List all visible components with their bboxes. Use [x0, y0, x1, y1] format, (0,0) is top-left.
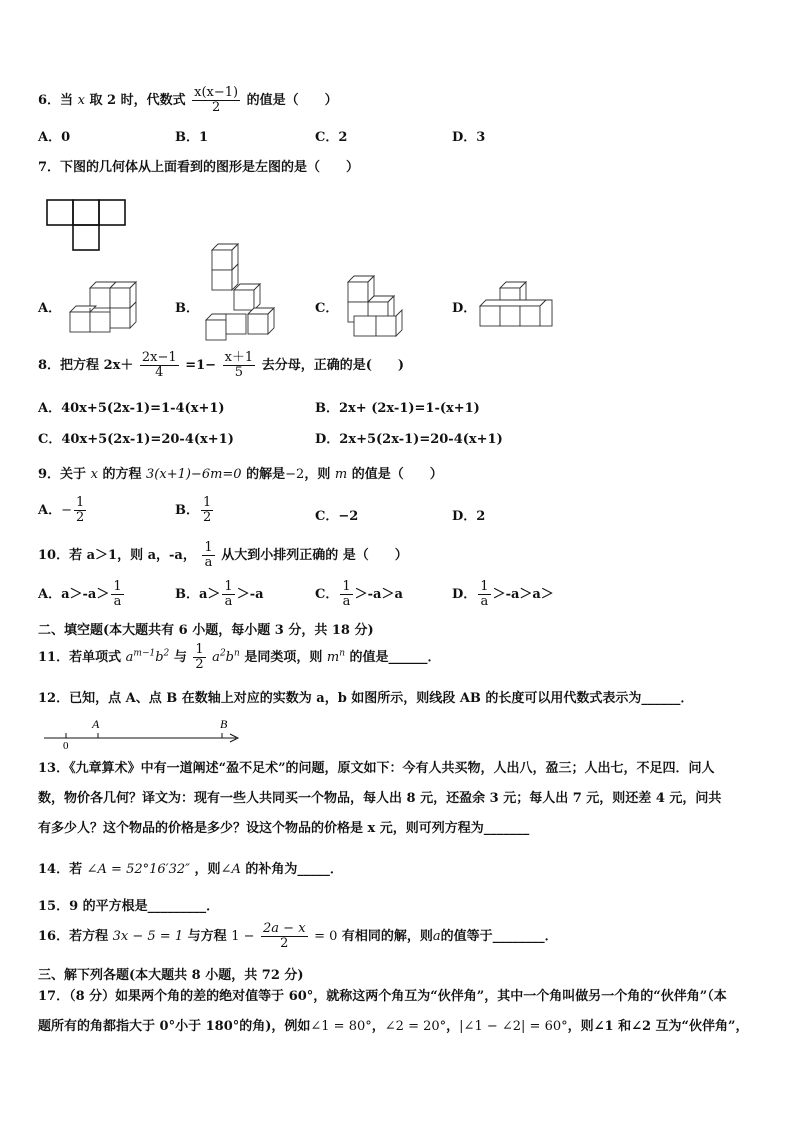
number-line-label-b: B	[220, 717, 228, 731]
question-9: 9．关于 x 的方程 3(x+1)−6m=0 的解是−2，则 m 的值是（ ）	[38, 467, 443, 482]
fraction: $\frac{2x-1}{4}$	[141, 350, 177, 380]
q9-option-d[interactable]: D．2	[452, 509, 486, 524]
question-11: 11．若单项式 $a^{m-1}b^2$ 与 $\frac{1}{2}$ $a^2b^n$ 是同类项，则 $m^n$ 的值是______．	[38, 642, 441, 672]
question-10: 10．若 a＞1，则 a，-a， $\frac{1}{a}$ 从大到小排列正确的 是（ ）	[38, 540, 408, 570]
cube-figure-b	[204, 242, 276, 342]
q9-option-c[interactable]: C．−2	[315, 509, 359, 524]
question-15: 15．9 的平方根是_________．	[38, 899, 220, 914]
question-8: 8．把方程 2x＋ $\frac{2x-1}{4}$ =1− $\frac{x+1}{5}$ 去分母，正确的是( )	[38, 350, 405, 380]
question-13: 13．《九章算术》中有一道阐述“盈不足术”的问题，原文如下：今有人共买物，人出八，盈三；人出七，不足四．问人 数，物价各几何？译文为：现有一些人共同买一个物品，每人出 8 元，还盈余 3 元；每人出 7 元，则还差 4 元，问共 有多少人？这个物品的价格是多少？设这个物品的价格是 x 元，则可列方程为_______	[38, 761, 722, 836]
q10-option-c[interactable]: C． $\frac{1}{a}$ ＞-a＞a	[315, 579, 403, 609]
q6-option-c[interactable]: C．2	[315, 130, 348, 145]
fraction: $\frac{x+1}{5}$	[224, 350, 254, 380]
question-17: 17．（8 分）如果两个角的差的绝对值等于 60°，就称这两个角互为“伙伴角”，其中一个角叫做另一个角的“伙伴角”（本 题所有的角都指大于 0°小于 180°的角)，例如∠1 = 80°，∠2 = 20°，|∠1 − ∠2| = 60°，则∠1 和∠2 互为“伙伴角”，	[38, 989, 749, 1034]
q7-option-b[interactable]: B．	[175, 301, 199, 316]
cube-figure-d	[478, 280, 558, 332]
q6-option-b[interactable]: B．1	[175, 130, 209, 145]
number-line-label-a: A	[92, 717, 100, 731]
number-line-label-0: 0	[63, 740, 69, 752]
number-line	[40, 714, 244, 750]
q8-option-a[interactable]: A．40x+5(2x-1)=1-4(x+1)	[38, 401, 225, 416]
q9-option-a[interactable]: A．− $\frac{1}{2}$	[38, 495, 85, 525]
q10-option-d[interactable]: D． $\frac{1}{a}$ ＞-a＞a＞	[452, 579, 554, 609]
q8-option-c[interactable]: C．40x+5(2x-1)=20-4(x+1)	[38, 432, 234, 447]
q10-option-a[interactable]: A．a＞-a＞ $\frac{1}{a}$	[38, 579, 122, 609]
q7-option-c[interactable]: C．	[315, 301, 339, 316]
question-6: 6．当 x 取 2 时，代数式 $\frac{x(x-1)}{2}$ 的值是（ ）	[38, 85, 338, 115]
q8-option-b[interactable]: B．2x+ (2x-1)=1-(x+1)	[315, 401, 480, 416]
top-view-figure	[46, 199, 128, 253]
section-3-heading: 三、解下列各题(本大题共 8 小题，共 72 分)	[38, 968, 304, 983]
q10-option-b[interactable]: B．a＞ $\frac{1}{a}$ ＞-a	[175, 579, 264, 609]
question-16: 16．若方程 3x − 5 = 1 与方程 1 − $\frac{2a - x}{2}$ = 0 有相同的解，则a的值等于________．	[38, 921, 558, 951]
question-7: 7．下图的几何体从上面看到的图形是左图的是（ ）	[38, 160, 360, 175]
q9-option-b[interactable]: B． $\frac{1}{2}$	[175, 495, 212, 525]
cube-figure-a	[66, 280, 138, 338]
q7-option-a[interactable]: A．	[38, 301, 62, 316]
q8-option-d[interactable]: D．2x+5(2x-1)=20-4(x+1)	[315, 432, 503, 447]
q6-option-a[interactable]: A．0	[38, 130, 71, 145]
cube-figure-c	[344, 274, 404, 340]
question-12: 12．已知，点 A、点 B 在数轴上对应的实数为 a，b 如图所示，则线段 AB 的长度可以用代数式表示为______．	[38, 691, 694, 706]
q7-option-d[interactable]: D．	[452, 301, 477, 316]
section-2-heading: 二、填空题(本大题共有 6 小题，每小题 3 分，共 18 分)	[38, 623, 374, 638]
fraction: $\frac{x(x-1)}{2}$	[194, 85, 239, 115]
q6-option-d[interactable]: D．3	[452, 130, 486, 145]
question-14: 14．若 ∠A = 52°16′32″ ，则∠A 的补角为_____．	[38, 862, 343, 877]
